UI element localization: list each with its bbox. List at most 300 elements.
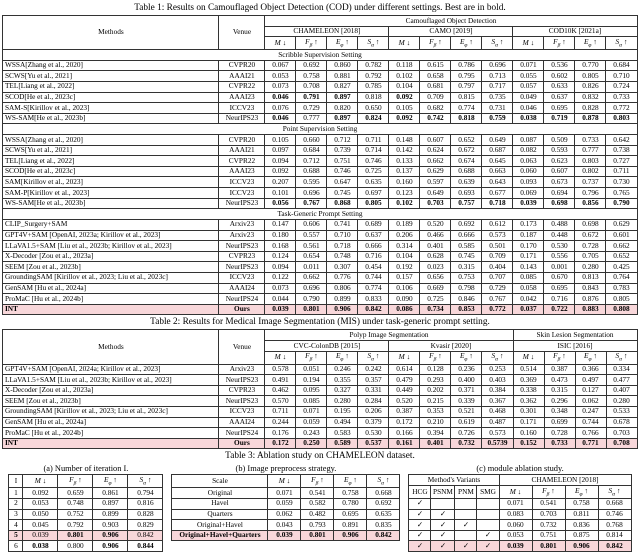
metric-value: 0.792 [58,520,93,531]
variant-header: SMG [477,486,499,499]
col-header-venue: Venue [219,16,265,50]
metric-value: 0.069 [513,188,544,199]
result-row [172,488,400,499]
metric-value: 0.123 [389,188,420,199]
check-mark-icon: ✓ [409,530,431,541]
metric-value: 0.668 [598,498,631,509]
venue: ICCV23 [219,103,265,114]
metric-value: 0.593 [544,145,575,156]
metric-value: 0.844 [128,541,163,552]
metric-value: 0.038 [23,541,58,552]
metric-value: 0.906 [327,304,358,315]
metric-value: 0.462 [265,385,296,396]
metric-value: 0.387 [389,406,420,417]
metric-value: 0.384 [482,385,513,396]
metric-value: 0.666 [358,241,389,252]
metric-value: 0.790 [606,198,637,209]
venue: AAAI23 [219,92,265,103]
metric-header: M ↓ [268,475,301,488]
result-row [172,498,400,509]
result-row [3,81,637,92]
metric-value: 0.643 [482,177,513,188]
metric-value: 0.491 [265,375,296,386]
metric-value: 0.689 [358,219,389,230]
metric-value: 0.561 [296,241,327,252]
metric-value: 0.039 [513,198,544,209]
empty-cell [455,498,477,509]
result-row [3,156,637,167]
metric-value: 0.128 [420,364,451,375]
metric-value: 0.728 [544,428,575,439]
metric-value: 0.731 [482,103,513,114]
metric-value: 0.371 [451,385,482,396]
metric-value: 0.338 [513,385,544,396]
metric-value: 0.868 [327,198,358,209]
check-mark-icon: ✓ [431,520,455,531]
venue: NeurIPS24 [219,428,265,439]
metric-value: 0.624 [420,145,451,156]
metric-value: 0.042 [513,294,544,305]
metric-value: 0.339 [451,396,482,407]
result-row [3,406,637,417]
table3-caption: Table 3: Ablation study on CHAMELEON dataset. [225,451,415,462]
result-row [3,364,637,375]
result-row [3,428,637,439]
metric-value: 0.058 [513,283,544,294]
metric-value: 0.744 [575,417,606,428]
metric-value: 0.171 [513,417,544,428]
table3c-caption: (c) module ablation study. [476,464,564,474]
metric-value: 0.102 [389,71,420,82]
variants-group-header: Method's Variants [409,475,499,486]
metric-value: 0.813 [575,272,606,283]
metric-value: 0.137 [389,166,420,177]
metric-value: 0.494 [327,417,358,428]
metric-header: $S_\alpha$ ↑ [598,486,631,499]
method-name: SAM[Kirillov et al., 2023] [3,177,219,188]
metric-value: 0.062 [575,396,606,407]
metric-value: 0.652 [606,251,637,262]
result-row [9,498,163,509]
metric-value: 0.087 [513,135,544,146]
method-name: CLIP_Surgery+SAM [3,219,219,230]
metric-value: 0.906 [93,530,128,541]
method-name: INT [3,438,219,449]
metric-value: 0.733 [606,92,637,103]
method-name: SCOD[He et al., 2023c] [3,92,219,103]
metric-value: 0.280 [606,396,637,407]
metric-value: 0.152 [513,438,544,449]
venue: NeurIPS23 [219,396,265,407]
venue: AAAI21 [219,71,265,82]
metric-value: 0.742 [420,113,451,124]
metric-value: 0.244 [265,417,296,428]
result-row [172,509,400,520]
metric-value: 0.687 [482,145,513,156]
metric-value: 0.767 [482,294,513,305]
metric-value: 0.425 [606,262,637,273]
dataset-header: Kvasir [2020] [389,341,513,352]
metric-value: 0.379 [358,417,389,428]
metric-value: 0.573 [482,428,513,439]
result-row [3,283,637,294]
metric-value: 0.059 [268,498,301,509]
metric-value: 0.612 [482,219,513,230]
metric-value: 0.296 [544,396,575,407]
metric-value: 0.697 [358,188,389,199]
metric-value: 0.696 [482,60,513,71]
metric-value: 0.881 [327,71,358,82]
metric-value: 0.161 [389,438,420,449]
metric-header: $E_\varphi$ ↑ [575,37,606,50]
venue: NeurIPS23 [219,375,265,386]
metric-value: 0.639 [451,177,482,188]
metric-value: 0.094 [265,156,296,167]
metric-value: 0.578 [265,364,296,375]
metric-value: 0.045 [23,520,58,531]
metric-value: 0.733 [544,438,575,449]
metric-value: 0.876 [575,294,606,305]
metric-value: 0.774 [358,283,389,294]
metric-value: 0.714 [358,145,389,156]
metric-value: 0.797 [451,81,482,92]
metric-value: 0.404 [482,262,513,273]
method-name: INT [3,304,219,315]
metric-value: 0.662 [420,156,451,167]
metric-header: $E_\varphi$ ↑ [327,37,358,50]
metric-value: 0.454 [358,262,389,273]
metric-value: 0.746 [358,156,389,167]
metric-value: 0.861 [93,488,128,499]
metric-value: 0.537 [358,438,389,449]
metric-value: 0.711 [358,135,389,146]
metric-value: 0.055 [513,71,544,82]
metric-value: 0.637 [358,230,389,241]
metric-value: 0.856 [575,198,606,209]
metric-value: 0.738 [606,145,637,156]
metric-value: 0.719 [544,113,575,124]
metric-value: 0.501 [482,241,513,252]
metric-value: 0.602 [544,71,575,82]
metric-value: 0.280 [575,262,606,273]
metric-value: 0.509 [544,135,575,146]
metric-value: 0.147 [265,219,296,230]
metric-value: 0.662 [606,241,637,252]
metric-value: 0.482 [301,509,334,520]
metric-value: 0.705 [575,251,606,262]
metric-value: 0.307 [327,262,358,273]
metric-value: 0.570 [265,396,296,407]
metric-value: 0.104 [389,81,420,92]
metric-value: 0.828 [575,103,606,114]
metric-value: 0.076 [265,103,296,114]
result-row [3,103,637,114]
metric-value: 0.815 [451,92,482,103]
metric-header: $S_\alpha$ ↑ [482,351,513,364]
metric-value: 0.853 [451,304,482,315]
metric-value: 0.533 [606,406,637,417]
metric-value: 0.878 [575,113,606,124]
metric-value: 0.752 [58,509,93,520]
result-row [3,375,637,386]
metric-header: M ↓ [389,37,420,50]
row-label: Original+Havel [172,520,268,531]
result-row [9,541,163,552]
metric-value: 0.795 [451,71,482,82]
row-label: Original [172,488,268,499]
metric-value: 0.711 [606,166,637,177]
metric-header: M ↓ [23,475,58,488]
result-row [409,541,631,552]
metric-value: 0.829 [128,520,163,531]
section-title: Task-Generic Prompt Setting [3,209,637,220]
method-name: TEL[Liang et al., 2022] [3,156,219,167]
metric-value: 0.883 [575,304,606,315]
metric-value: 0.662 [296,272,327,283]
result-row [172,530,400,541]
table2-caption: Table 2: Results for Medical Image Segmentation (MIS) under task-generic prompt setting. [150,317,490,328]
metric-value: 0.695 [334,509,367,520]
result-row [409,498,631,509]
metric-value: 0.800 [58,541,93,552]
metric-value: 0.764 [606,272,637,283]
metric-value: 0.678 [606,417,637,428]
metric-value: 0.170 [513,241,544,252]
metric-value: 0.746 [598,509,631,520]
table1-caption: Table 1: Results on Camouflaged Object Detection (COD) under different settings. Best are in bold. [134,3,506,13]
metric-value: 0.334 [606,364,637,375]
venue: CVPR23 [219,251,265,262]
metric-value: 0.331 [358,385,389,396]
method-name: WSSA[Zhang et al., 2020] [3,60,219,71]
metric-value: 0.293 [420,375,451,386]
metric-value: 0.049 [513,92,544,103]
dataset-header: CHAMELEON [2018] [265,26,389,37]
metric-value: 0.635 [358,177,389,188]
venue: NeurIPS23 [219,113,265,124]
metric-value: 0.897 [93,498,128,509]
metric-value: 0.806 [327,283,358,294]
result-row [3,251,637,262]
result-row [3,272,637,283]
row-label: 5 [9,530,23,541]
result-row [172,520,400,531]
metric-value: 0.403 [482,375,513,386]
metric-value: 0.642 [606,135,637,146]
mis-results-table [2,329,637,449]
metric-value: 0.194 [296,375,327,386]
metric-value: 0.786 [451,60,482,71]
metric-value: 0.645 [482,156,513,167]
metric-value: 0.906 [93,541,128,552]
metric-value: 0.674 [451,156,482,167]
metric-value: 0.899 [93,509,128,520]
metric-value: 0.793 [301,520,334,531]
result-row [409,509,631,520]
metric-value: 0.095 [296,385,327,396]
metric-value: 0.247 [575,406,606,417]
metric-value: 0.488 [544,219,575,230]
metric-value: 0.083 [499,509,532,520]
metric-value: 0.824 [358,113,389,124]
metric-value: 0.001 [544,262,575,273]
metric-header: $F_\beta$ ↑ [420,37,451,50]
metric-value: 0.044 [265,294,296,305]
method-name: SAM-P[Kirillov et al., 2023] [3,188,219,199]
metric-header: M ↓ [265,351,296,364]
metric-value: 0.666 [451,230,482,241]
metric-value: 0.520 [389,396,420,407]
metric-value: 0.677 [482,188,513,199]
metric-value: 0.777 [575,145,606,156]
metric-value: 0.768 [598,520,631,531]
metric-header: M ↓ [389,351,420,364]
row-label: 4 [9,520,23,531]
metric-value: 0.794 [128,488,163,499]
metric-value: 0.243 [296,428,327,439]
check-mark-icon: ✓ [455,520,477,531]
metric-value: 0.353 [420,406,451,417]
metric-value: 0.172 [389,417,420,428]
method-name: LLaVA1.5+SAM [Liu et al., 2023b; Kirillov et al., 2023] [3,375,219,386]
result-row [3,145,637,156]
metric-value: 0.073 [265,283,296,294]
metric-value: 0.897 [327,113,358,124]
metric-value: 0.280 [327,396,358,407]
metric-value: 0.619 [451,417,482,428]
metric-value: 0.745 [451,251,482,262]
metric-value: 0.477 [606,375,637,386]
metric-value: 0.708 [606,438,637,449]
metric-value: 0.242 [358,364,389,375]
metric-value: 0.614 [389,364,420,375]
dataset-header: ISIC [2016] [513,341,637,352]
metric-value: 0.046 [513,103,544,114]
metric-value: 0.805 [606,294,637,305]
metric-value: 0.357 [358,375,389,386]
metric-value: 0.739 [327,145,358,156]
check-mark-icon: ✓ [477,541,499,552]
metric-value: 0.741 [327,219,358,230]
metric-value: 0.367 [482,396,513,407]
metric-value: 0.157 [389,272,420,283]
metric-value: 0.090 [389,294,420,305]
metric-value: 0.206 [358,406,389,417]
metric-value: 0.728 [575,241,606,252]
result-row [3,385,637,396]
section-title-row [3,124,637,135]
venue: AAAI24 [219,417,265,428]
section-title-row [3,50,637,61]
metric-value: 0.649 [482,135,513,146]
method-name: TEL[Liang et al., 2022] [3,81,219,92]
metric-value: 0.106 [389,283,420,294]
venue: Arxiv23 [219,364,265,375]
metric-value: 0.582 [301,498,334,509]
metric-value: 0.692 [367,498,400,509]
metric-value: 0.071 [296,406,327,417]
dataset-header: CVC-ColonDB [2015] [265,341,389,352]
metric-value: 0.647 [327,177,358,188]
metric-value: 0.710 [606,71,637,82]
metric-value: 0.143 [513,262,544,273]
metric-value: 0.536 [544,60,575,71]
metric-value: 0.663 [482,166,513,177]
venue: Ours [219,438,265,449]
metric-value: 0.729 [482,283,513,294]
metric-value: 0.818 [358,92,389,103]
iteration-ablation-table [8,474,163,552]
metric-value: 0.801 [296,304,327,315]
section-title: Scribble Supervision Setting [3,50,637,61]
metric-value: 0.772 [606,103,637,114]
metric-value: 0.716 [544,294,575,305]
metric-value: 0.628 [420,251,451,262]
metric-value: 0.589 [327,438,358,449]
result-row [3,262,637,273]
metric-value: 0.734 [420,304,451,315]
method-name: WS-SAM[He et al., 2023b] [3,113,219,124]
metric-value: 0.093 [513,177,544,188]
method-name: X-Decoder [Zou et al., 2023a] [3,385,219,396]
metric-value: 0.192 [389,262,420,273]
metric-header: M ↓ [265,37,296,50]
metric-value: 0.748 [327,251,358,262]
metric-value: 0.699 [544,417,575,428]
metric-value: 0.011 [296,262,327,273]
method-name: WS-SAM[He et al., 2023b] [3,198,219,209]
metric-value: 0.053 [499,530,532,541]
metric-value: 0.215 [420,396,451,407]
metric-header: $E_\varphi$ ↑ [327,351,358,364]
metric-value: 0.236 [451,364,482,375]
metric-value: 0.801 [58,530,93,541]
metric-value: 0.400 [451,375,482,386]
method-name: GenSAM [Hu et al., 2024a] [3,283,219,294]
result-row [3,135,637,146]
metric-value: 0.696 [296,188,327,199]
metric-header: $E_\varphi$ ↑ [565,486,598,499]
metric-value: 0.903 [93,520,128,531]
result-row [3,92,637,103]
result-row [3,219,637,230]
metric-value: 0.585 [451,241,482,252]
metric-value: 0.160 [513,428,544,439]
metric-value: 0.860 [327,60,358,71]
row-label: Quarters [172,509,268,520]
metric-value: 0.037 [513,304,544,315]
dataset-header: CHAMELEON [2018] [499,475,631,486]
check-mark-icon: ✓ [431,509,455,520]
metric-header: $E_\varphi$ ↑ [334,475,367,488]
metric-value: 0.073 [265,81,296,92]
result-row [409,520,631,531]
metric-value: 0.468 [482,406,513,417]
metric-value: 0.187 [513,230,544,241]
metric-value: 0.520 [420,219,451,230]
metric-value: 0.067 [265,60,296,71]
result-row [9,488,163,499]
metric-value: 0.606 [296,219,327,230]
metric-header: $S_\alpha$ ↑ [482,37,513,50]
metric-value: 0.816 [128,498,163,509]
metric-header: $E_\varphi$ ↑ [575,351,606,364]
metric-value: 0.767 [296,198,327,209]
metric-value: 0.180 [265,230,296,241]
metric-value: 0.615 [420,60,451,71]
metric-value: 0.071 [499,498,532,509]
venue: CVPR23 [219,385,265,396]
